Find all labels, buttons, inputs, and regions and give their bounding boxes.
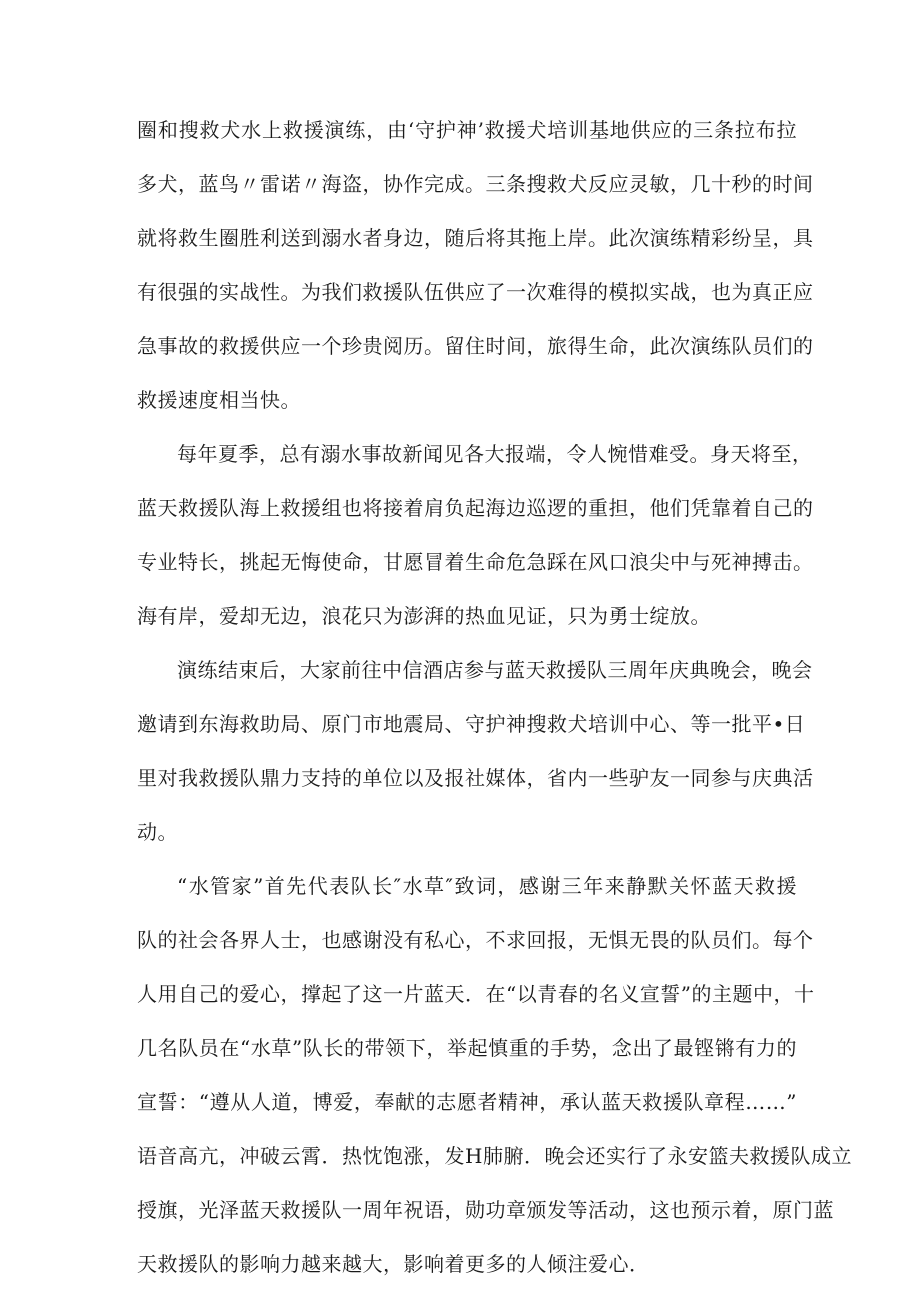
paragraph-2-line-4: 海有岸，爱却无边，浪花只为澎湃的热血见证，只为勇士绽放。	[137, 604, 711, 628]
paragraph-4-line-7: 授旗，光泽蓝天救援队一周年祝语，勋功章颁发等活动，这也预示着，原门蓝	[137, 1198, 834, 1222]
paragraph-1-line-2: 多犬，蓝鸟〃雷诺〃海盗，协作完成。三条搜救犬反应灵敏，几十秒的时间	[137, 172, 814, 196]
paragraph-4-line-5: 宣誓：“遵从人道，博爱，奉献的志愿者精神，承认蓝天救援队章程……”	[137, 1090, 797, 1114]
paragraph-3-line-4: 动。	[137, 820, 178, 844]
paragraph-4-line-8: 天救援队的影响力越来越大，影响着更多的人倾注爱心．	[137, 1252, 650, 1276]
paragraph-2-line-2: 蓝天救援队海上救援组也将接着肩负起海边巡逻的重担，他们凭靠着自己的	[137, 496, 814, 520]
paragraph-1-line-5: 急事故的救援供应一个珍贵阅历。留住时间，旅得生命，此次演练队员们的	[137, 334, 814, 358]
paragraph-1-line-3: 就将救生圈胜利送到溺水者身边，随后将其拖上岸。此次演练精彩纷呈，具	[137, 226, 814, 250]
paragraph-4-line-6: 语音高亢，冲破云霄．热忱饱涨，发H肺腑．晚会还实行了永安篮夫救援队成立	[137, 1144, 852, 1168]
paragraph-1-line-6: 救援速度相当快。	[137, 388, 301, 412]
paragraph-4-line-4: 几名队员在“水草”队长的带领下，举起慎重的手势，念出了最铿锵有力的	[137, 1036, 797, 1060]
paragraph-2-line-1: 每年夏季，总有溺水事故新闻见各大报端，令人惋惜难受。身天将至，	[177, 442, 813, 466]
paragraph-1-line-1: 圈和搜救犬水上救援演练，由‘守护神’救援犬培训基地供应的三条拉布拉	[137, 118, 797, 142]
paragraph-2-line-3: 专业特长，挑起无悔使命，甘愿冒着生命危急踩在风口浪尖中与死神搏击。	[137, 550, 814, 574]
paragraph-1-line-4: 有很强的实战性。为我们救援队伍供应了一次难得的模拟实战，也为真正应	[137, 280, 814, 304]
paragraph-4-line-2: 队的社会各界人士，也感谢没有私心，不求回报，无惧无畏的队员们。每个	[137, 928, 814, 952]
paragraph-4-line-1: “水管家”首先代表队长″水草″致词，感谢三年来静默关怀蓝天救援	[177, 874, 797, 898]
paragraph-3-line-1: 演练结束后，大家前往中信酒店参与蓝天救援队三周年庆典晚会，晚会	[177, 658, 813, 682]
paragraph-3-line-2: 邀请到东海救助局、原门市地震局、守护神搜救犬培训中心、等一批平•日	[137, 712, 806, 736]
paragraph-3-line-3: 里对我救援队鼎力支持的单位以及报社媒体，省内一些驴友一同参与庆典活	[137, 766, 814, 790]
paragraph-4-line-3: 人用自己的爱心，撑起了这一片蓝天．在“以青春的名义宣誓”的主题中，十	[137, 982, 815, 1006]
